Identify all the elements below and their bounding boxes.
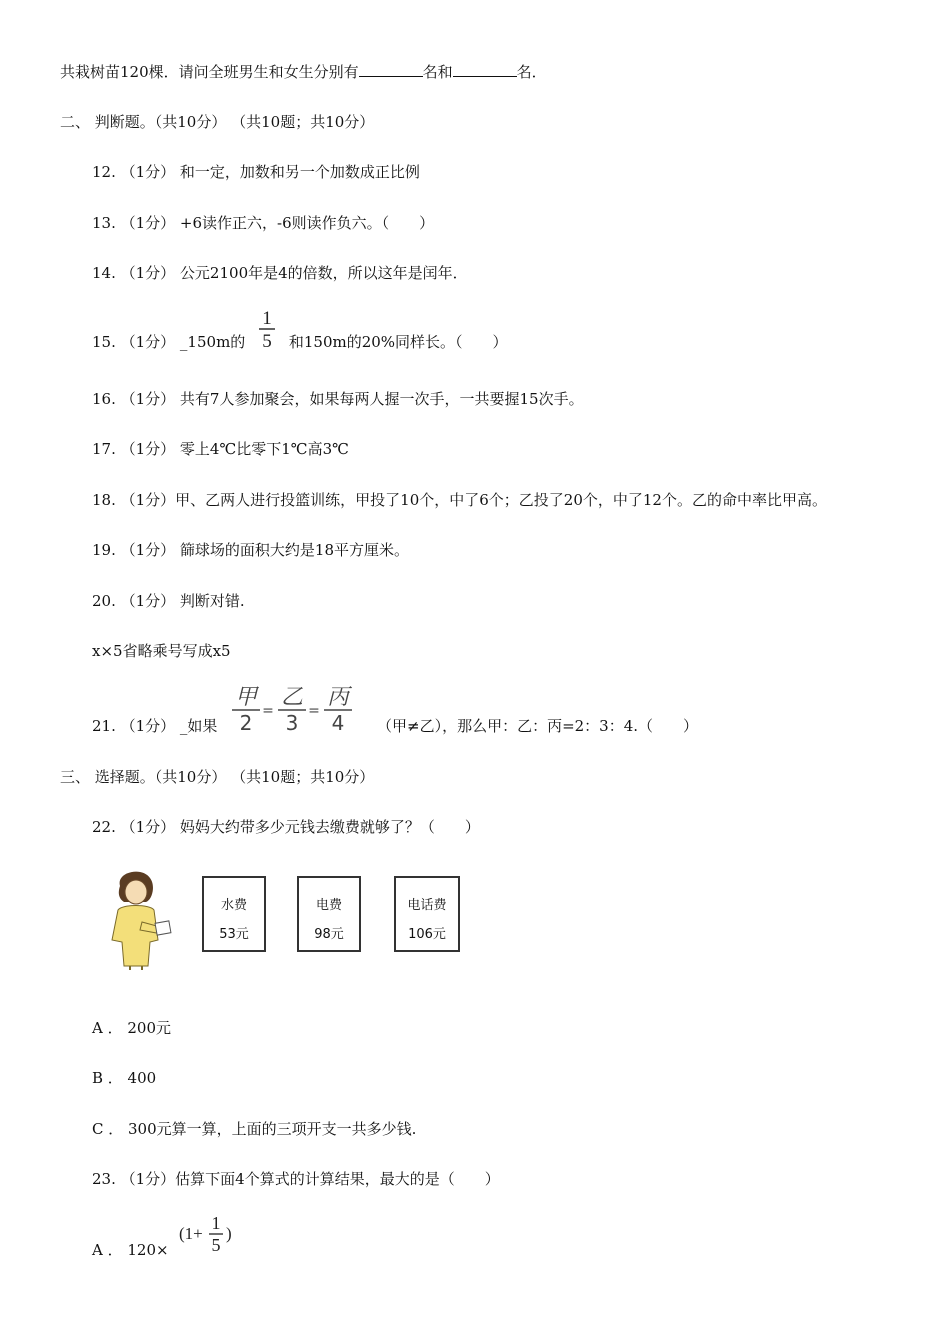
fraction-2-denominator: 3 bbox=[285, 711, 299, 735]
q23-option-a[interactable] bbox=[92, 1213, 237, 1260]
question-14: 14. （1分） 公元2100年是4的倍数，所以这年是闰年． bbox=[92, 264, 468, 282]
question-19: 19. （1分） 篩球场的面积大约是18平方厘米。 bbox=[92, 541, 410, 559]
fraction-3-numerator: 丙 bbox=[327, 685, 350, 710]
question-23: 23. （1分）估算下面4个算式的计算结果，最大的是（ ） bbox=[92, 1170, 500, 1188]
section-heading-judge: 二、 判断题。（共10分） （共10题；共10分） bbox=[60, 113, 375, 131]
section-heading-choice: 三、 选择题。（共10分） （共10题；共10分） bbox=[60, 768, 375, 786]
woman-illustration bbox=[98, 866, 174, 970]
bill-phone-title: 电话费 bbox=[407, 898, 447, 913]
bill-electricity-amount: 98元 bbox=[314, 927, 344, 942]
fraction-3-denominator: 4 bbox=[331, 711, 345, 735]
equals-sign-2: = bbox=[308, 703, 321, 719]
fraction-1-denominator: 2 bbox=[239, 711, 253, 735]
question-15-suffix: 和150m的20%同样长。（ ） bbox=[288, 333, 508, 351]
question-21-prefix: 21. （1分） _如果 bbox=[92, 717, 218, 735]
question-13: 13. （1分） +6读作正六，-6则读作负六。（ ） bbox=[92, 214, 435, 232]
expression-numerator: 1 bbox=[211, 1213, 221, 1233]
question-22-figure bbox=[98, 866, 468, 970]
answer-blank-girls[interactable] bbox=[453, 62, 517, 77]
question-17: 17. （1分） 零上4℃比零下1℃高3℃ bbox=[92, 440, 349, 458]
expression-open: (1+ bbox=[179, 1224, 204, 1243]
bill-water-amount: 53元 bbox=[219, 927, 249, 942]
fraction-1-numerator: 甲 bbox=[235, 685, 258, 710]
bill-phone-amount: 106元 bbox=[408, 927, 446, 942]
fraction-one-fifth bbox=[256, 307, 278, 355]
bill-electricity bbox=[297, 876, 361, 952]
expression-close: ) bbox=[226, 1224, 233, 1243]
question-20: 20. （1分） 判断对错. bbox=[92, 592, 245, 610]
intro-part1: 共栽树苗120棵．请问全班男生和女生分别有 bbox=[60, 63, 359, 81]
bill-electricity-title: 电费 bbox=[315, 898, 342, 913]
question-12: 12. （1分） 和一定，加数和另一个加数成正比例 bbox=[92, 163, 420, 181]
question-15-prefix: 15. （1分） _150m的 bbox=[92, 333, 246, 351]
proportion-equation bbox=[226, 683, 366, 737]
expression-one-plus-one-fifth bbox=[177, 1212, 237, 1260]
expression-denominator: 5 bbox=[211, 1235, 221, 1255]
q22-option-c[interactable]: C ． 300元算一算，上面的三项开支一共多少钱. bbox=[92, 1120, 417, 1138]
fraction-numerator: 1 bbox=[262, 308, 272, 329]
bill-water-title: 水费 bbox=[220, 898, 247, 913]
intro-part2: 名和 bbox=[422, 63, 453, 81]
q22-option-b[interactable]: B ． 400 bbox=[92, 1069, 157, 1087]
question-22: 22. （1分） 妈妈大约带多少元钱去缴费就够了？（ ） bbox=[92, 818, 480, 836]
q23-option-a-prefix: A ． 120× bbox=[92, 1241, 169, 1259]
question-15 bbox=[92, 308, 508, 355]
question-20-statement: x×5省略乘号写成x5 bbox=[92, 642, 231, 660]
equals-sign-1: = bbox=[262, 703, 275, 719]
q22-option-a[interactable]: A ． 200元 bbox=[92, 1019, 171, 1037]
intro-part3: 名． bbox=[516, 63, 547, 81]
bill-phone bbox=[394, 876, 460, 952]
fraction-2-numerator: 乙 bbox=[281, 685, 304, 710]
fraction-denominator: 5 bbox=[262, 331, 272, 352]
question-21 bbox=[92, 685, 699, 737]
answer-blank-boys[interactable] bbox=[359, 62, 423, 77]
question-18: 18. （1分）甲、乙两人进行投篮训练，甲投了10个，中了6个；乙投了20个，中了12个。乙的命中率比甲高。 bbox=[92, 491, 827, 509]
bill-water bbox=[202, 876, 266, 952]
intro-line bbox=[60, 62, 547, 82]
question-16: 16. （1分） 共有7人参加聚会，如果每两人握一次手，一共要握15次手。 bbox=[92, 390, 584, 408]
question-21-suffix: （甲≠乙），那么甲：乙：丙=2：3：4.（ ） bbox=[377, 717, 699, 735]
